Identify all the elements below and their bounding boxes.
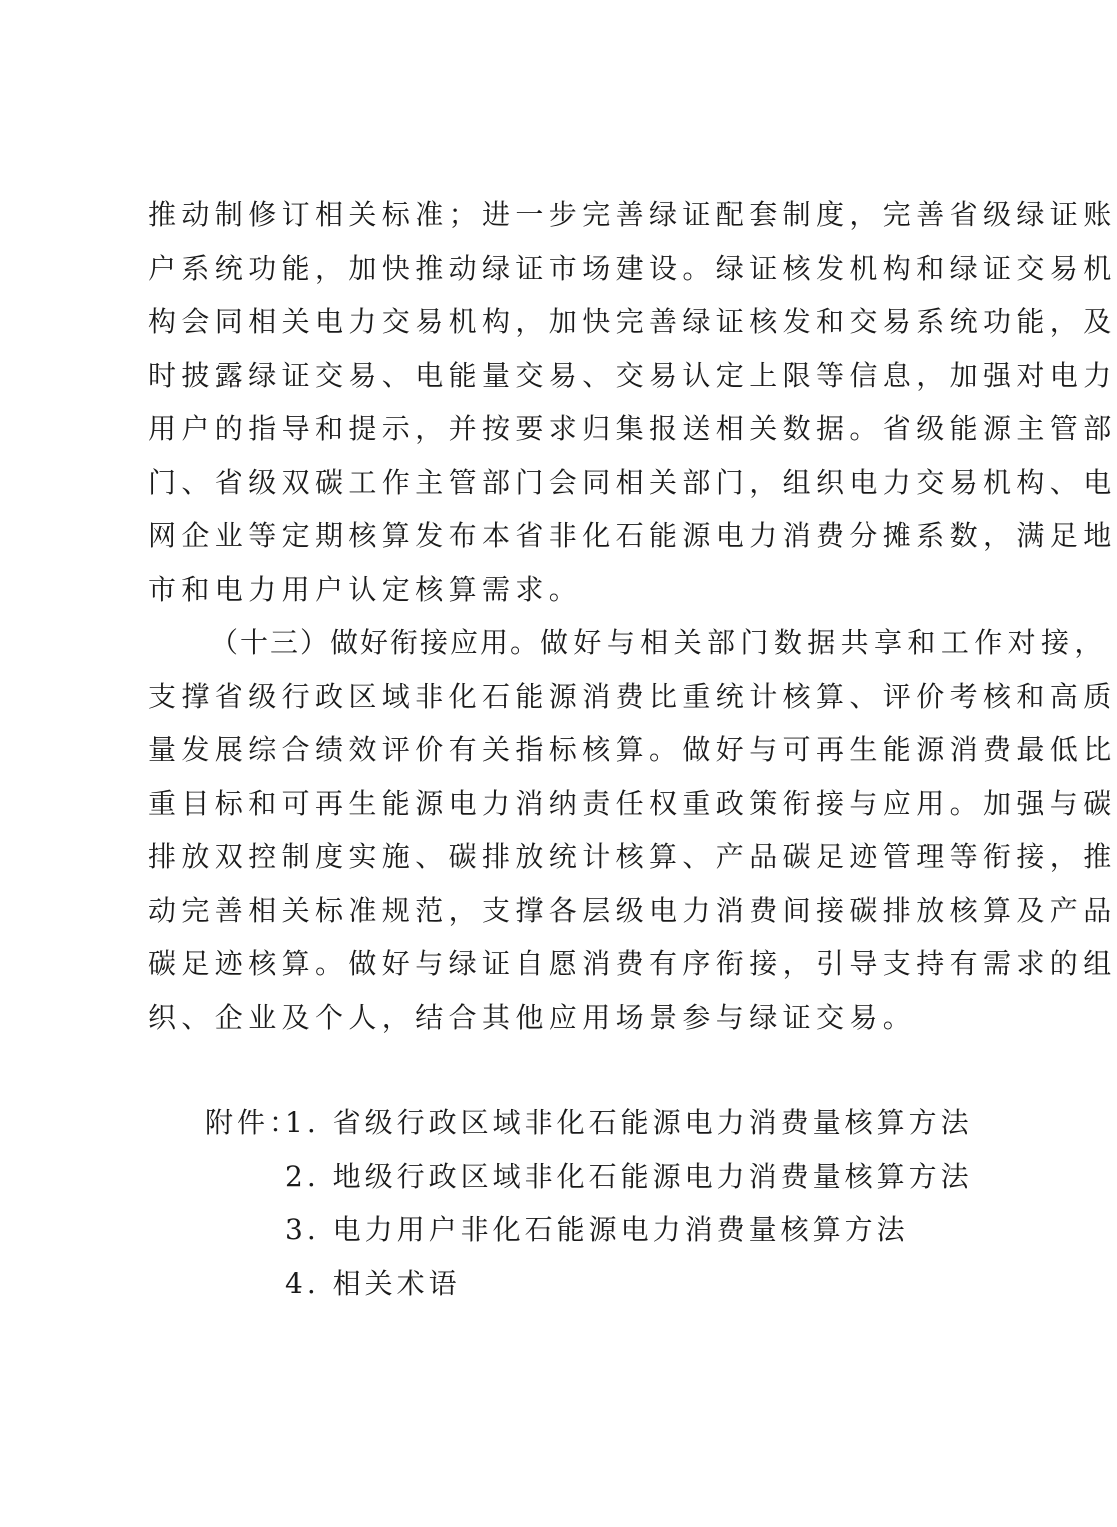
paragraph-line: 支撑省级行政区域非化石能源消费比重统计核算、评价考核和高质 — [148, 679, 1117, 713]
paragraph-line: 网企业等定期核算发布本省非化石能源电力消费分摊系数，满足地 — [148, 519, 1117, 552]
paragraph-line: 动完善相关标准规范，支撑各层级电力消费间接碳排放核算及产品 — [148, 893, 1117, 927]
paragraph-line: 织、企业及个人，结合其他应用场景参与绿证交易。 — [148, 1000, 917, 1034]
paragraph-line: 户系统功能，加快推动绿证市场建设。绿证核发机构和绿证交易机 — [148, 251, 1117, 285]
section-first-line-text: 做好与相关部门数据共享和工作对接， — [540, 626, 1108, 659]
section-first-line — [148, 616, 1108, 670]
attachment-spacer — [205, 1150, 285, 1204]
paragraph-line: 门、省级双碳工作主管部门会同相关部门，组织电力交易机构、电 — [148, 465, 1117, 499]
attachment-item: 4. 相关术语 — [285, 1266, 461, 1300]
paragraph-line: 重目标和可再生能源电力消纳责任权重政策衔接与应用。加强与碳 — [148, 786, 1117, 820]
attachments-list — [205, 1096, 973, 1310]
attachment-spacer — [205, 1257, 285, 1311]
paragraph-line: 时披露绿证交易、电能量交易、交易认定上限等信息，加强对电力 — [148, 358, 1117, 392]
attachment-item: 1. 省级行政区域非化石能源电力消费量核算方法 — [285, 1106, 973, 1139]
paragraph-line: 排放双控制度实施、碳排放统计核算、产品碳足迹管理等衔接，推 — [148, 840, 1117, 873]
attachment-item: 2. 地级行政区域非化石能源电力消费量核算方法 — [285, 1159, 973, 1193]
attachment-spacer — [205, 1203, 285, 1257]
attachment-row — [205, 1096, 973, 1150]
body-text — [148, 188, 1117, 1044]
attachment-row — [205, 1203, 925, 1257]
paragraph-line: 碳足迹核算。做好与绿证自愿消费有序衔接，引导支持有需求的组 — [148, 947, 1117, 980]
paragraph-line: 推动制修订相关标准；进一步完善绿证配套制度，完善省级绿证账 — [148, 198, 1117, 231]
attachment-item: 3. 电力用户非化石能源电力消费量核算方法 — [285, 1213, 909, 1246]
paragraph-line: 用户的指导和提示，并按要求归集报送相关数据。省级能源主管部 — [148, 412, 1117, 445]
attachments-label: 附件： — [205, 1106, 302, 1139]
attachment-row — [205, 1150, 973, 1204]
paragraph-line: 市和电力用户认定核算需求。 — [148, 572, 583, 606]
section-heading: （十三）做好衔接应用。 — [210, 626, 541, 659]
paragraph-line: 量发展综合绩效评价有关指标核算。做好与可再生能源消费最低比 — [148, 733, 1117, 766]
attachment-row — [205, 1257, 925, 1311]
paragraph-line: 构会同相关电力交易机构，加快完善绿证核发和交易系统功能，及 — [148, 305, 1117, 338]
